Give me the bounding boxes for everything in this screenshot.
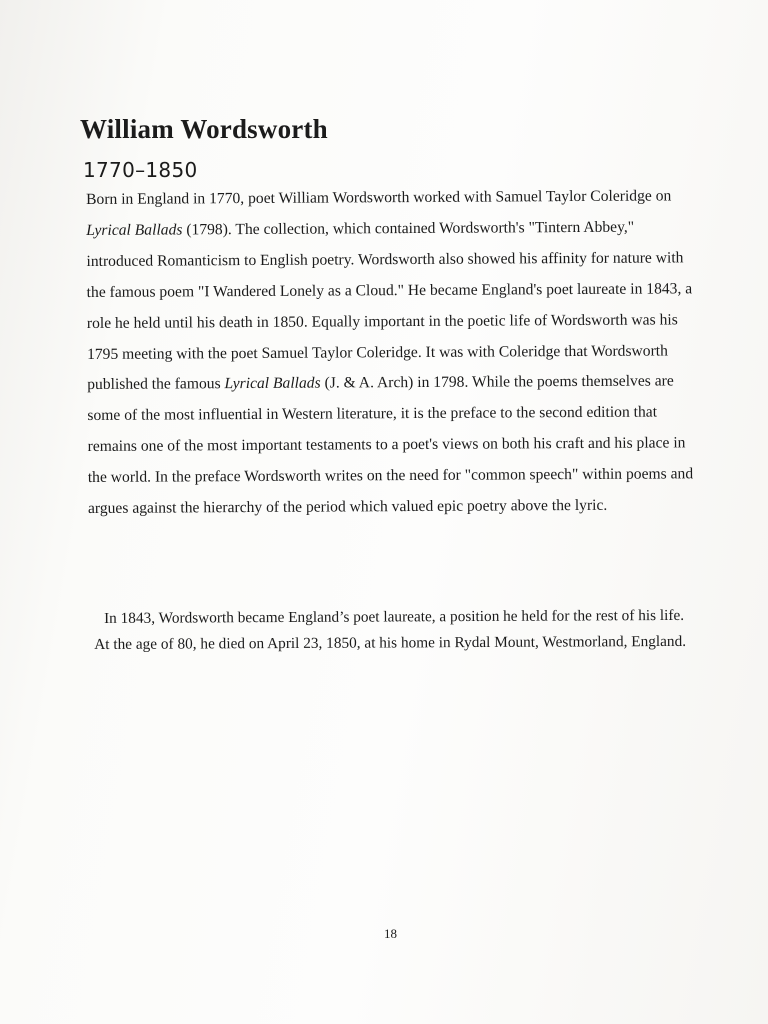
paragraph-text: Born in England in 1770, poet William Wordsworth worked with Samuel Taylor Coleridge on (86, 187, 672, 208)
laureate-paragraph (94, 603, 694, 658)
paragraph-text: (1798). The collection, which contained Wordsworth's "Tintern Abbey," introduced Romanticism to English poetry. Wordsworth also showed his affinity for nature with the famous poem "I Wandered Lonely as a Cloud." He became England's poet laureate in 1843, a role he held until his death in 1850. Equally important in the poetic life of Wordsworth was his 1795 meeting with the poet Samuel Taylor Coleridge. It was with Coleridge that Wordsworth published the famous (86, 218, 693, 394)
paragraph-text: In 1843, Wordsworth became England’s poet laureate, a position he held for the rest of his life. At the age of 80, he died on April 23, 1850, at his home in Rydal Mount, Westmorland, England. (94, 606, 687, 653)
book-title: Lyrical Ballads (86, 221, 183, 239)
paragraph-text: (J. & A. Arch) in 1798. While the poems themselves are some of the most influential in Western literature, it is the preface to the second edition that remains one of the most important testaments to a poet's views on both his craft and his place in the world. In the preface Wordsworth writes on the need for "common speech" within poems and argues against the hierarchy of the period which valued epic poetry above the lyric. (87, 372, 694, 518)
life-dates: 1770–1850 (83, 158, 198, 182)
biography-paragraph (86, 181, 700, 525)
page-title: William Wordsworth (80, 114, 328, 144)
book-title: Lyrical Ballads (224, 375, 321, 393)
page-number: 18 (384, 926, 397, 941)
